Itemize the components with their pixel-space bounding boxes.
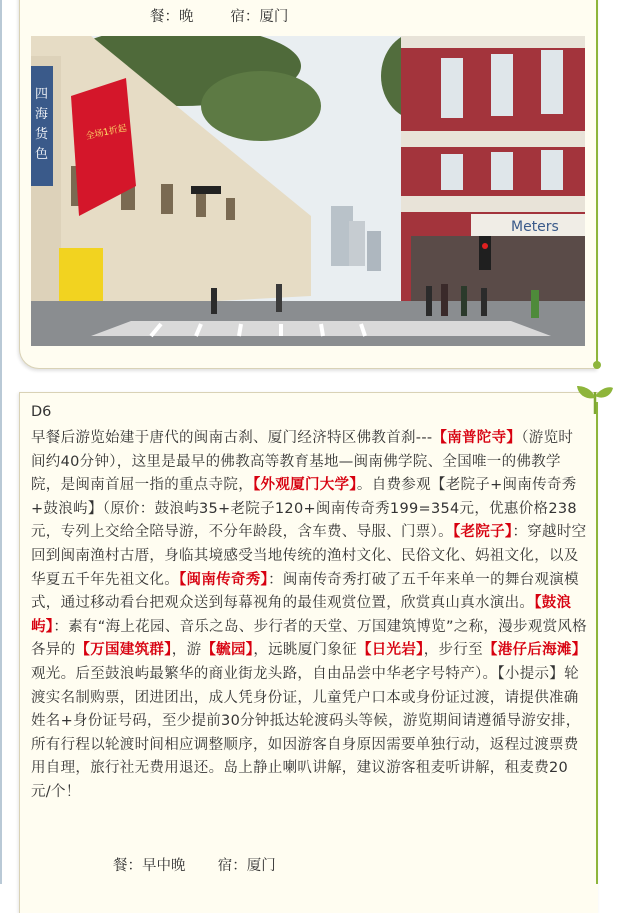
svg-text:海: 海 — [35, 107, 49, 122]
timeline-dot — [593, 361, 601, 369]
timeline-rail — [596, 0, 598, 364]
description-text: ，远眺厦门象征 — [253, 642, 357, 659]
description-text: ：穿越时空回到闽南渔村古厝，身临其境感受当地传统的渔村文化、民俗文化、妈祖文化，以及华夏五千年先祖文化。 — [31, 524, 587, 588]
meal-lodging-line-previous — [150, 5, 288, 26]
meal-text: 餐：早中晚 — [113, 858, 186, 874]
highlight-text: 【毓园】 — [201, 642, 254, 659]
day-label: D6 — [31, 404, 52, 420]
description-text: ，步行至 — [423, 642, 483, 659]
highlight-text: 【万国建筑群】 — [75, 642, 172, 659]
description-text: ：闽南传奇秀打破了五千年来单一的舞台观演模式，通过移动看台把观众送到每幕视角的最佳观赏位置，欣赏真山真水演出。 — [31, 571, 579, 612]
highlight-text: 【南普陀寺】 — [432, 430, 522, 446]
lodging-text: 宿：厦门 — [230, 9, 289, 25]
highlight-text: 【老院子】 — [452, 524, 513, 541]
highlight-text: 【外观厦门大学】 — [253, 477, 357, 494]
day-description — [31, 427, 587, 805]
description-text: 早餐后游览始建于唐代的闽南古刹、厦门经济特区佛教首刹--- — [31, 430, 433, 446]
highlight-text: 【日光岩】 — [356, 642, 424, 659]
description-text: 观光。后至鼓浪屿最繁华的商业街龙头路，自由品尝中华老字号特产）。 — [31, 665, 498, 682]
meal-text: 餐：晚 — [150, 9, 194, 25]
highlight-text: 【港仔后海滩】 — [482, 642, 587, 659]
description-text: 【小提示】轮渡实名制购票，团进团出，成人凭身份证，儿童凭户口本或身份证过渡，请提供准确姓名+身份证号码，至少提前30分钟抵达轮渡码头等候，游览期间请遵循导游安排，所有行程以轮渡时间相应调整顺序，如因游客自身原因需要单独行动，返程过渡票费用自理，旅行社无费用退还。岛上静止喇叭讲解，建议游客租麦听讲解，租麦费20元/个！ — [31, 665, 581, 800]
lodging-text: 宿：厦门 — [217, 858, 276, 874]
highlight-text: 【鼓浪屿】 — [31, 595, 572, 635]
svg-text:货: 货 — [35, 127, 49, 142]
meal-lodging-line — [113, 854, 276, 875]
timeline-rail — [596, 402, 598, 884]
highlight-text: 【闽南传奇秀】 — [179, 571, 269, 588]
description-text: （游览时间约40分钟），这里是最早的佛教高等教育基地—闽南佛学院、全国唯一的佛教学院，是闽南首屈一指的重点寺院， — [31, 430, 574, 494]
description-text: 。自费参观【老院子+闽南传奇秀+鼓浪屿】（原价：鼓浪屿35+老院子120+闽南传奇秀199=354元，优惠价格238元，专列上交给全陪导游，不分年龄段，含车费、导服、门票）。 — [31, 477, 577, 541]
street-photo — [31, 36, 585, 346]
page-left-border — [0, 0, 2, 884]
red-banner-text: 全场1折起 — [84, 123, 128, 143]
leaf-icon — [575, 380, 615, 416]
description-text: ：素有“海上花园、音乐之岛、步行者的天堂、万国建筑博览”之称，漫步观赏风格各异的 — [31, 618, 587, 659]
vertical-sign-left: 四 — [35, 87, 49, 102]
svg-text:色: 色 — [35, 147, 49, 162]
description-text: ，游 — [171, 642, 202, 659]
store-sign-right: Meters — [511, 219, 559, 235]
